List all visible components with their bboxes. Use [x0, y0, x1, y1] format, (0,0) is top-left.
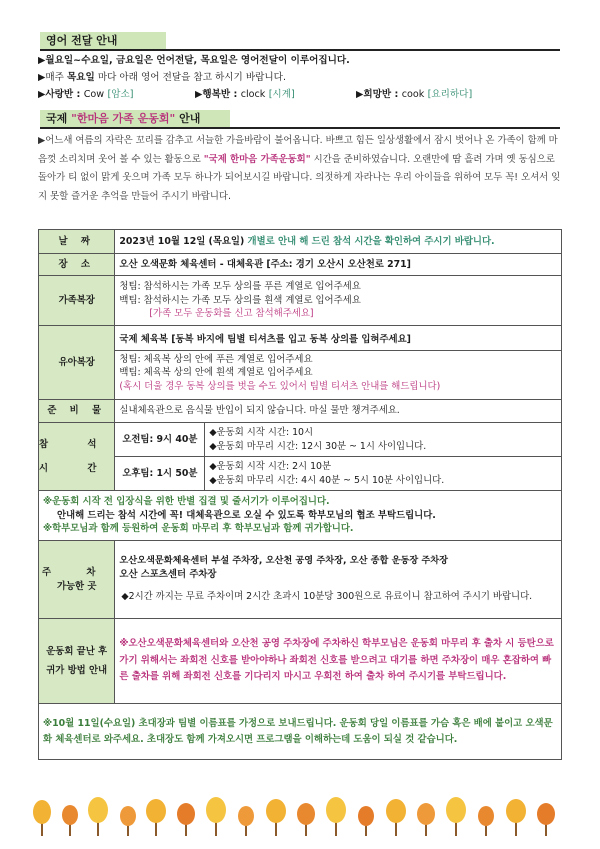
row-final-note: [39, 704, 562, 760]
section-divider: [40, 127, 560, 129]
tree-icon: [146, 799, 166, 836]
row-attend-pm: [39, 457, 562, 491]
label-family-attire: 가족복장: [39, 276, 115, 326]
english-schedule-line: [38, 54, 350, 68]
tree-icon: [358, 806, 374, 836]
title-part-a: 국제: [46, 112, 72, 125]
notice-line-2: 안내해 드리는 참석 시간에 꼭! 대체육관으로 오실 수 있도록 학부모님의 협조 부탁드립니다.: [57, 509, 436, 521]
notice-line-3: ※학부모님과 함께 등원하여 운동회 마무리 후 학부모님과 함께 귀가합니다.: [43, 523, 354, 535]
english-word-haengbok: [195, 88, 295, 102]
english-word: cook: [401, 89, 425, 100]
tree-icon: [386, 799, 406, 836]
tree-icon: [62, 805, 78, 836]
word-meaning: [시계]: [268, 89, 295, 100]
english-word: Cow: [83, 89, 105, 100]
am-team-time: 오전팀: 9시 40분: [115, 423, 205, 457]
value-date: [115, 230, 562, 254]
value-family-attire: [115, 276, 562, 326]
english-word-sarang: [38, 88, 134, 102]
family-line-white: 백팀: 참석하시는 가족 모두 상의를 흰색 계열로 입어주세요: [119, 294, 361, 306]
parking-label-1: 주 차: [42, 567, 112, 578]
value-return: ※오산오색문화체육센터와 오산천 공영 주차장에 주차하신 학부모님은 운동회 마무리 후 출차 시 등탄으로 가기 위해서는 좌회전 신호를 받아야하나 좌회전 신호를 받으려고 대기를 하면 주차장이 매우 혼잡하여 빠른 출차를 위해 좌회전 신호를 기다리지 마시고 우회전 하여 출차 하여 주시기를 부탁드립니다.: [115, 619, 562, 704]
value-place: 오산 오색문화 체육센터 - 대체육관 [주소: 경기 오산시 오산천로 271]: [115, 254, 562, 276]
value-child-attire: [115, 326, 562, 400]
title-part-c: 안내: [175, 112, 201, 125]
parking-label-2: 가능한 곳: [56, 580, 97, 592]
tree-icon: [417, 803, 435, 836]
child-attire-title: 국제 체육복 [동복 바지에 팀별 티셔츠를 입고 동복 상의를 입혀주세요]: [115, 330, 561, 351]
parking-note: ◆2시간 까지는 무료 주차이며 2시간 초과시 10분당 300원으로 유료이니 참고하여 주시기 바랍니다.: [121, 591, 533, 602]
am-end: ◆운동회 마무리 시간: 12시 30분 ~ 1시 사이입니다.: [209, 440, 427, 452]
child-line-blue: 청팀: 체육복 상의 안에 푸른 계열로 입어주세요: [119, 353, 313, 365]
label-return: [39, 619, 115, 704]
label-child-attire: 유아복장: [39, 326, 115, 400]
class-name: ▶희망반 :: [356, 89, 402, 100]
attend-label-2: 시 간: [39, 462, 115, 474]
tree-icon: [238, 806, 254, 836]
title-highlight: "한마음 가족 운동회": [71, 112, 176, 125]
word-meaning: [암소]: [107, 89, 134, 100]
english-weekly-line: [38, 71, 286, 85]
tree-icon: [326, 797, 346, 836]
weekly-text-a: ▶매주: [38, 72, 67, 83]
tree-icon: [446, 797, 466, 836]
pm-start: ◆운동회 시작 시간: 2시 10분: [209, 461, 332, 472]
tree-icon: [88, 797, 108, 836]
tree-icon: [537, 803, 555, 836]
intro-text-a: ▶어느새 여름의 자락은 꼬리를 감추고 서늘한 가을바람이 불어옵니다. 바쁘고 힘든 일상생활에서 잠시 벗어나 온 가족이 함께 마음껏 소리치며 웃어 볼 수 있는 활동으로: [38, 135, 558, 165]
parking-title-1: 오산오색문화체육센터 부설 주차장, 오산천 공영 주차장, 오산 종합 운동장 주차장: [119, 555, 449, 566]
child-line-white: 백팀: 체육복 상의 안에 흰색 계열로 입어주세요: [119, 367, 313, 378]
tree-icon: [478, 806, 494, 836]
english-word: clock: [240, 89, 266, 100]
pm-team-time: 오후팀: 1시 50분: [115, 457, 205, 491]
row-parking: [39, 541, 562, 619]
row-attend-am: [39, 423, 562, 457]
tree-icon: [177, 803, 195, 836]
row-return: [39, 619, 562, 704]
section-divider: [40, 49, 560, 51]
label-prep: 준 비 물: [39, 400, 115, 423]
label-place: 장 소: [39, 254, 115, 276]
label-date: 날 짜: [39, 230, 115, 254]
tree-icon: [506, 799, 526, 836]
intro-text-b: 시간을 준비하였습니다. 오랜만에 땀 흘려 가며 옛 동심으로 돌아가 티 없이 맑게 웃으며 가족 모두 하나가 되어보시길 바랍니다. 의젓하게 자라나는 우리 아이들을 위하여 모두 꼭! 오셔서 잊지 못할 즐거운 추억을 만들어 주시기 바랍니다.: [38, 153, 561, 202]
pm-team-details: [205, 457, 562, 491]
notice-line-1: ※운동회 시작 전 입장식을 위한 반별 집결 및 줄서기가 이루어집니다.: [43, 496, 330, 508]
tree-icon: [206, 797, 226, 836]
label-parking: [39, 541, 115, 619]
child-note: (혹시 더울 경우 동복 상의를 벗을 수도 있어서 팀별 티셔츠 안내를 해드립니다): [119, 380, 441, 392]
schedule-strong: 목요일은 영어전달이 이루어집니다.: [200, 55, 350, 66]
value-notice: [39, 491, 562, 541]
word-meaning: [요리하다]: [427, 89, 473, 100]
return-label-1: 운동회 끝난 후: [46, 645, 108, 657]
family-line-blue: 청팀: 참석하시는 가족 모두 상의를 푸른 계열로 입어주세요: [119, 281, 361, 293]
row-child-attire: [39, 326, 562, 400]
intro-highlight: "국제 한마음 가족운동회": [203, 153, 311, 165]
section-title-english: 영어 전달 안내: [40, 32, 166, 49]
autumn-trees-decoration: [30, 790, 570, 838]
attend-label-1: 참 석: [39, 439, 115, 450]
event-info-table: [38, 229, 562, 760]
class-name: ▶행복반 :: [195, 89, 241, 100]
schedule-text: ▶월요일~수요일, 금요일은 언어전달,: [38, 55, 201, 66]
tree-icon: [120, 806, 136, 836]
return-label-2: 귀가 방법 안내: [46, 665, 108, 676]
row-prep: [39, 400, 562, 423]
value-parking: [115, 541, 562, 619]
sports-day-intro: [38, 132, 562, 206]
tree-icon: [266, 799, 286, 836]
parking-title-2: 오산 스포츠센터 주차장: [119, 568, 217, 580]
value-final-note: ※10월 11일(수요일) 초대장과 팀별 이름표를 가정으로 보내드립니다. 운동회 당일 이름표를 가슴 혹은 배에 붙이고 오색문화 체육센터로 와주세요. 초대장도 함께 가져오시면 프로그램을 이해하는데 도움이 되실 것 같습니다.: [39, 704, 562, 760]
pm-end: ◆운동회 마무리 시간: 4시 40분 ~ 5시 10분 사이입니다.: [209, 474, 445, 486]
row-family-attire: [39, 276, 562, 326]
weekly-text-c: 마다 아래 영어 전달을 참고 하시기 바랍니다.: [94, 72, 286, 83]
row-place: [39, 254, 562, 276]
section-title-sports-day: [40, 110, 230, 127]
am-team-details: [205, 423, 562, 457]
english-word-huimang: [356, 88, 472, 102]
label-attend-time: [39, 423, 115, 491]
date-note: 개별로 안내 해 드린 참석 시간을 확인하여 주시기 바랍니다.: [244, 235, 495, 247]
tree-icon: [297, 803, 315, 836]
family-note: [가족 모두 운동화를 신고 참석해주세요]: [149, 308, 314, 320]
row-date: [39, 230, 562, 254]
class-name: ▶사랑반 :: [38, 89, 84, 100]
row-notice: [39, 491, 562, 541]
am-start: ◆운동회 시작 시간: 10시: [209, 427, 314, 438]
date-main: 2023년 10월 12일 (목요일): [119, 235, 245, 247]
weekly-day: 목요일: [66, 72, 95, 83]
tree-icon: [33, 800, 51, 836]
value-prep: 실내체육관으로 음식물 반입이 되지 않습니다. 마실 물만 챙겨주세요.: [115, 400, 562, 423]
